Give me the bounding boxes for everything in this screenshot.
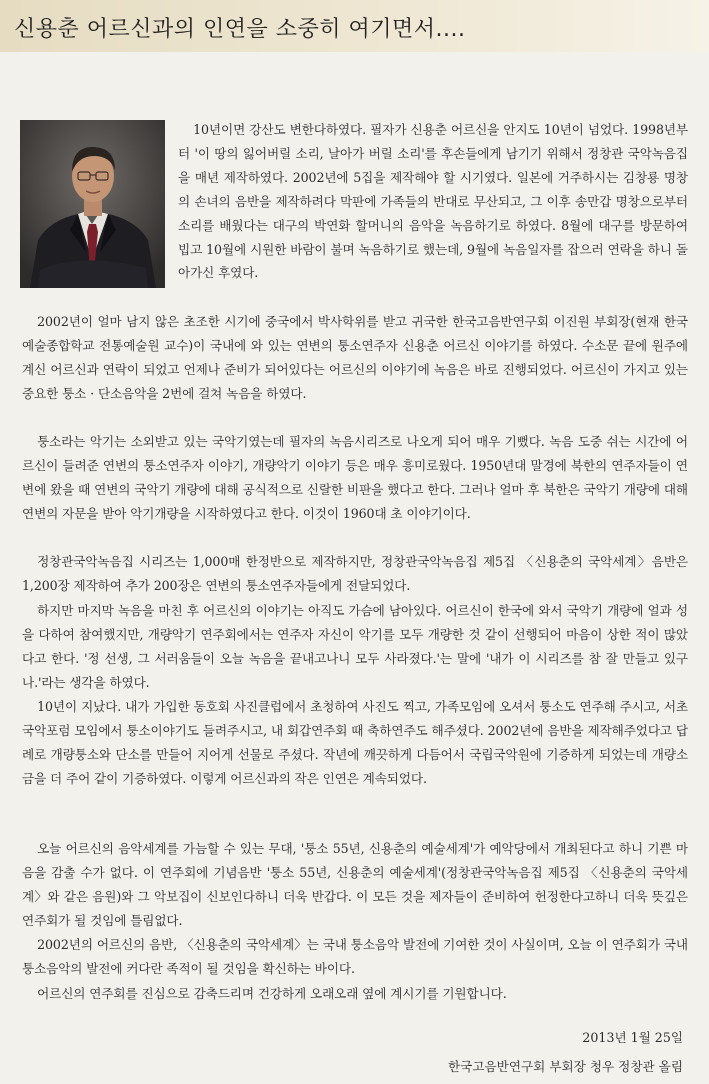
paragraph-7: 오늘 어르신의 음악세계를 가늠할 수 있는 무대, '퉁소 55년, 신용춘의 예술세계'가 예악당에서 개최된다고 하니 기쁜 마음을 감출 수가 없다. 이 연주회에 기념음반 '퉁소 55년, 신용춘의 예술세계'(정창관국악녹음집 제5집 〈신용춘의 국악세계〉와 같은 음원)와 그 악보집이 신보인다하니 더욱 반갑다. 이 모든 것을 제자들이 준비하여 헌정한다고하니 더욱 뜻깊은 연주회가 될 것임에 틀림없다. (22, 841, 688, 928)
portrait-photo (20, 120, 165, 288)
title-bar (0, 0, 709, 52)
signature: 한국고음반연구회 부회장 청우 정창관 올림 (448, 1059, 683, 1074)
page-title: 신용춘 어르신과의 인연을 소중히 여기면서.... (14, 17, 466, 42)
portrait-photo-icon (20, 120, 165, 288)
paragraph-8: 2002년의 어르신의 음반, 〈신용춘의 국악세계〉는 국내 퉁소음악 발전에 기여한 것이 사실이며, 오늘 이 연주회가 국내 퉁소음악의 발전에 커다란 족적이 될 것임을 확신하는 바이다. (22, 937, 688, 976)
date: 2013년 1월 25일 (582, 1030, 683, 1045)
paragraph-2: 2002년이 얼마 남지 않은 초조한 시기에 중국에서 박사학위를 받고 귀국한 한국고음반연구회 이진원 부회장(현재 한국예술종합학교 전통예술원 교수)이 국내에 와 있는 연변의 퉁소연주자 신용춘 어르신 이야기를 하였다. 수소문 끝에 원주에 계신 어르신과 연락이 되었고 언제나 준비가 되어있다는 어르신의 이야기에 녹음은 바로 진행되었다. 어르신이 가지고 있는 중요한 퉁소 · 단소음악을 2번에 걸쳐 녹음을 하였다. (22, 314, 688, 401)
paragraph-9: 어르신의 연주회를 진심으로 감축드리며 건강하게 오래오래 옆에 계시기를 기원합니다. (37, 986, 507, 1001)
paragraph-4: 정창관국악녹음집 시리즈는 1,000매 한정반으로 제작하지만, 정창관국악녹음집 제5집 〈신용춘의 국악세계〉음반은 1,200장 제작하여 추가 200장은 연변의 퉁소연주자들에게 전달되었다. (22, 554, 688, 593)
paragraph-3: 퉁소라는 악기는 소외받고 있는 국악기였는데 필자의 녹음시리즈로 나오게 되어 매우 기뻤다. 녹음 도중 쉬는 시간에 어르신이 들려준 연변의 퉁소연주자 이야기, 개량악기 이야기 등은 매우 흥미로웠다. 1950년대 말경에 북한의 연주자들이 연변에 왔을 때 연변의 국악기 개량에 대해 공식적으로 신랄한 비판을 했다고 한다. 그러나 얼마 후 북한은 국악기 개량에 대해 연변의 자문을 받아 악기개량을 시작하였다고 한다. 이것이 1960대 초 이야기이다. (22, 434, 688, 521)
paragraph-5: 하지만 마지막 녹음을 마친 후 어르신의 이야기는 아직도 가슴에 남아있다. 어르신이 한국에 와서 국악기 개량에 얼과 성을 다하여 참여했지만, 개량악기 연주회에서는 연주자 자신이 악기를 모두 개량한 것 같이 선행되어 마음이 상한 적이 많았다고 한다. '정 선생, 그 서러움들이 오늘 녹음을 끝내고나니 모두 사라졌다.'는 말에 '내가 이 시리즈를 참 잘 만들고 있구나.'라는 생각을 하였다. (22, 603, 688, 690)
paragraph-1: 10년이면 강산도 변한다하였다. 필자가 신용춘 어르신을 안지도 10년이 넘었다. 1998년부터 '이 땅의 잃어버릴 소리, 날아가 버릴 소리'를 후손들에게 남기기 위해서 정창관 국악녹음집을 매년 제작하였다. 2002년에 5집을 제작해야 할 시기였다. 일본에 거주하시는 김창룡 명창의 손녀의 음반을 제작하려다 막판에 가족들의 반대로 무산되고, 그 이후 송만갑 명창으로부터 소리를 배웠다는 대구의 박연화 할머니의 음악을 녹음하기로 하였다. 8월에 대구를 방문하여 빕고 10월에 시원한 바람이 불며 녹음하기로 했는데, 9월에 녹음일자를 잡으러 연락을 하니 돌아가신 후였다. (178, 122, 688, 281)
paragraph-6: 10년이 지났다. 내가 가입한 동호회 사진클럽에서 초청하여 사진도 찍고, 가족모임에 오셔서 퉁소도 연주해 주시고, 서초국악포럼 모임에서 퉁소이야기도 들려주시고, 내 회갑연주회 때 축하연주도 해주셨다. 2002년에 음반을 제작해주었다고 답례로 개량퉁소와 단소를 만들어 지어게 선물로 주셨다. 작년에 깨끗하게 다듬어서 국립국악원에 기증하게 되었는데 개량소금을 더 주어 같이 기증하였다. 이렇게 어르신과의 작은 인연은 계속되었다. (22, 699, 688, 786)
